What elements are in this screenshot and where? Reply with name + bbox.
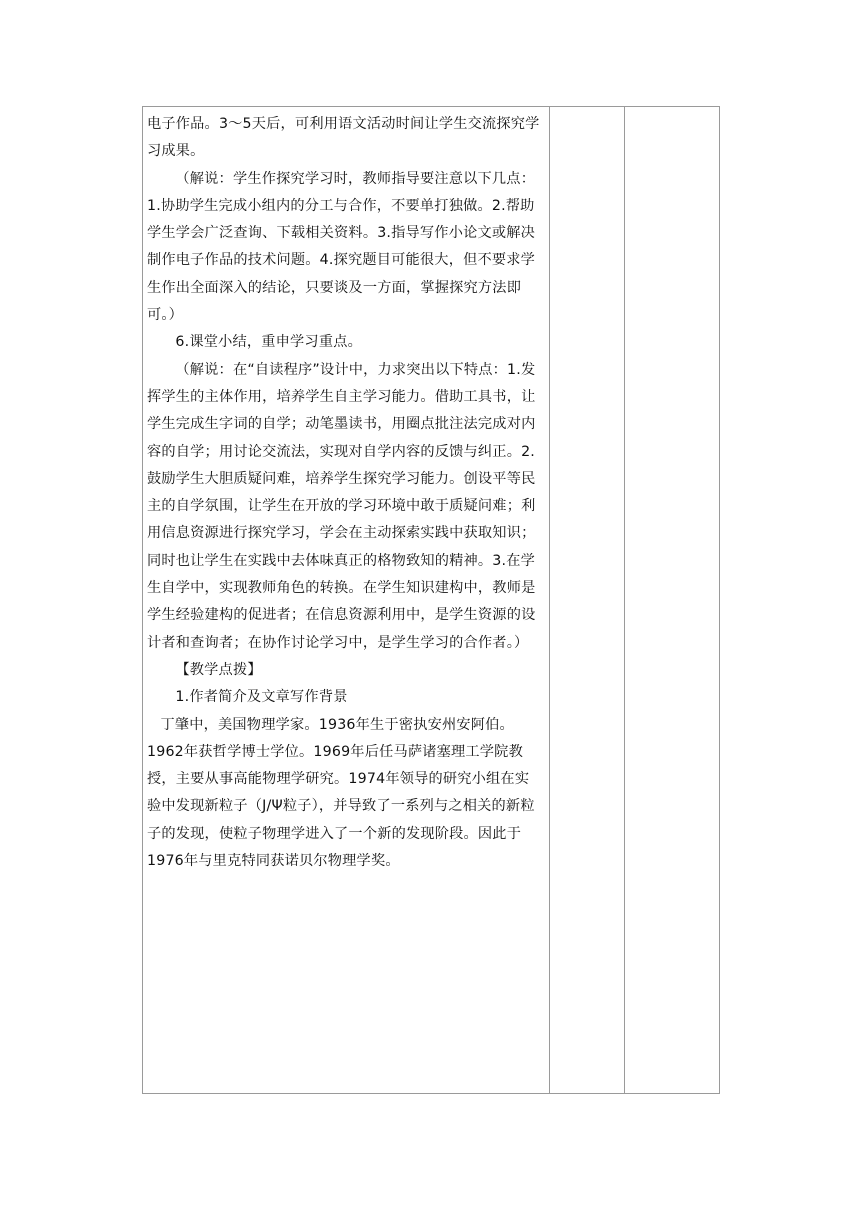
paragraph-explanation-2: （解说：在“自读程序”设计中，力求突出以下特点：1.发挥学生的主体作用，培养学生自主学习能力。借助工具书，让学生完成生字词的自学；动笔墨读书，用圈点批注法完成对内容的自学；用讨论交流法，实现对自学内容的反馈与纠正。2.鼓励学生大胆质疑问难，培养学生探究学习能力。创设平等民主的自学氛围，让学生在开放的学习环境中敢于质疑问难；利用信息资源进行探究学习，学会在主动探索实践中获取知识；同时也让学生在实践中去体味真正的格物致知的精神。3.在学生自学中，实现教师角色的转换。在学生知识建构中，教师是学生经验建构的促进者；在信息资源利用中，是学生资源的设计者和查询者；在协作讨论学习中，是学生学习的合作者。） <box>147 361 536 651</box>
empty-middle-cell <box>550 107 625 1094</box>
empty-right-cell <box>625 107 720 1094</box>
main-content-cell <box>143 107 550 1094</box>
paragraph-continuation: 电子作品。3～5天后，可利用语文活动时间让学生交流探究学习成果。 <box>147 116 540 160</box>
section-heading-teaching-tips: 【教学点拨】 <box>175 661 262 678</box>
subheading-author-background: 1.作者简介及文章写作背景 <box>175 689 348 706</box>
paragraph-author-bio: 丁肇中，美国物理学家。1936年生于密执安州安阿伯。1962年获哲学博士学位。1969年后任马萨诸塞理工学院教授，主要从事高能物理学研究。1974年领导的研究小组在实验中发现新粒子（J/Ψ粒子），并导致了一系列与之相关的新粒子的发现，使粒子物理学进入了一个新的发现阶段。因此于1976年与里克特同获诺贝尔物理学奖。 <box>147 716 535 870</box>
document-body <box>143 107 549 875</box>
paragraph-step-6: 6.课堂小结，重申学习重点。 <box>175 334 362 351</box>
lesson-plan-table <box>142 106 720 1094</box>
paragraph-explanation-1: （解说：学生作探究学习时，教师指导要注意以下几点：1.协助学生完成小组内的分工与合作，不要单打独做。2.帮助学生学会广泛查询、下载相关资料。3.指导写作小论文或解决制作电子作品的技术问题。4.探究题目可能很大，但不要求学生作出全面深入的结论，只要谈及一方面，掌握探究方法即可。） <box>147 170 536 324</box>
table-row <box>143 107 720 1094</box>
